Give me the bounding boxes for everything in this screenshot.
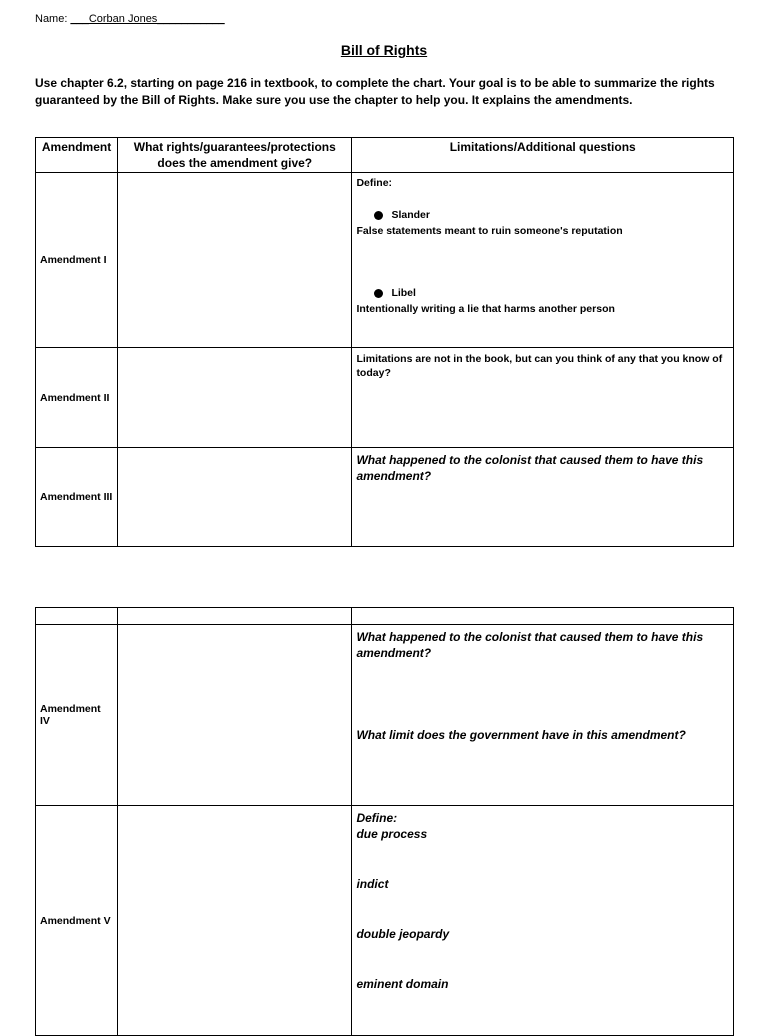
amendment-2-note: Limitations are not in the book, but can you think of any that you know of today? [356,353,723,379]
def-libel: Intentionally writing a lie that harms another person [356,303,615,315]
amendment-3-question: What happened to the colonist that caused them to have this amendment? [356,453,704,483]
bullet-slander [374,209,729,221]
amendment-3-rights-cell[interactable] [118,448,352,547]
table-row [36,173,734,348]
blank-header-cell [36,608,118,625]
term-slander: Slander [391,209,430,221]
amendment-2-label: Amendment II [36,348,118,448]
term-due-process: due process [356,827,428,841]
amendment-5-rights-cell[interactable] [118,806,352,1036]
table-row [36,625,734,806]
amendment-3-label: Amendment III [36,448,118,547]
define-label: Define: [356,811,398,825]
amendment-2-limits-cell[interactable] [352,348,734,448]
amendment-1-label: Amendment I [36,173,118,348]
table-row [36,448,734,547]
amendment-5-label: Amendment V [36,806,118,1036]
amendment-4-question-2: What limit does the government have in this amendment? [356,728,686,742]
amendments-table-2 [35,607,734,1036]
define-label: Define: [356,177,393,189]
term-double-jeopardy: double jeopardy [356,927,450,941]
blank-header-cell [352,608,734,625]
amendment-3-limits-cell[interactable] [352,448,734,547]
term-eminent-domain: eminent domain [356,977,449,991]
bullet-icon [374,211,383,220]
amendment-5-limits-cell[interactable] [352,806,734,1036]
bullet-icon [374,289,383,298]
amendments-table-1 [35,137,734,547]
amendment-4-limits-cell[interactable] [352,625,734,806]
header-limitations: Limitations/Additional questions [352,138,734,173]
term-libel: Libel [391,287,416,299]
amendment-2-rights-cell[interactable] [118,348,352,448]
bullet-libel [374,287,729,299]
header-rights: What rights/guarantees/protections does the amendment give? [118,138,352,173]
amendment-4-rights-cell[interactable] [118,625,352,806]
table-row [36,806,734,1036]
name-label: Name: [35,13,68,25]
term-indict: indict [356,877,389,891]
amendment-1-rights-cell[interactable] [118,173,352,348]
name-line [35,13,225,25]
page-title: Bill of Rights [340,42,428,58]
table-row [36,348,734,448]
header-amendment: Amendment [36,138,118,173]
instructions: Use chapter 6.2, starting on page 216 in textbook, to complete the chart. Your goal is to be able to summarize the rights guaranteed by the Bill of Rights. Make sure you use the chapter to help you. It explains the amendments. [35,76,715,107]
def-slander: False statements meant to ruin someone's reputation [356,225,623,237]
amendment-4-question-1: What happened to the colonist that caused them to have this amendment? [356,630,704,660]
blank-header-cell [118,608,352,625]
amendment-1-limits-cell[interactable] [352,173,734,348]
amendment-4-label: Amendment IV [36,625,118,806]
name-field[interactable]: ___Corban Jones___________ [70,13,225,25]
